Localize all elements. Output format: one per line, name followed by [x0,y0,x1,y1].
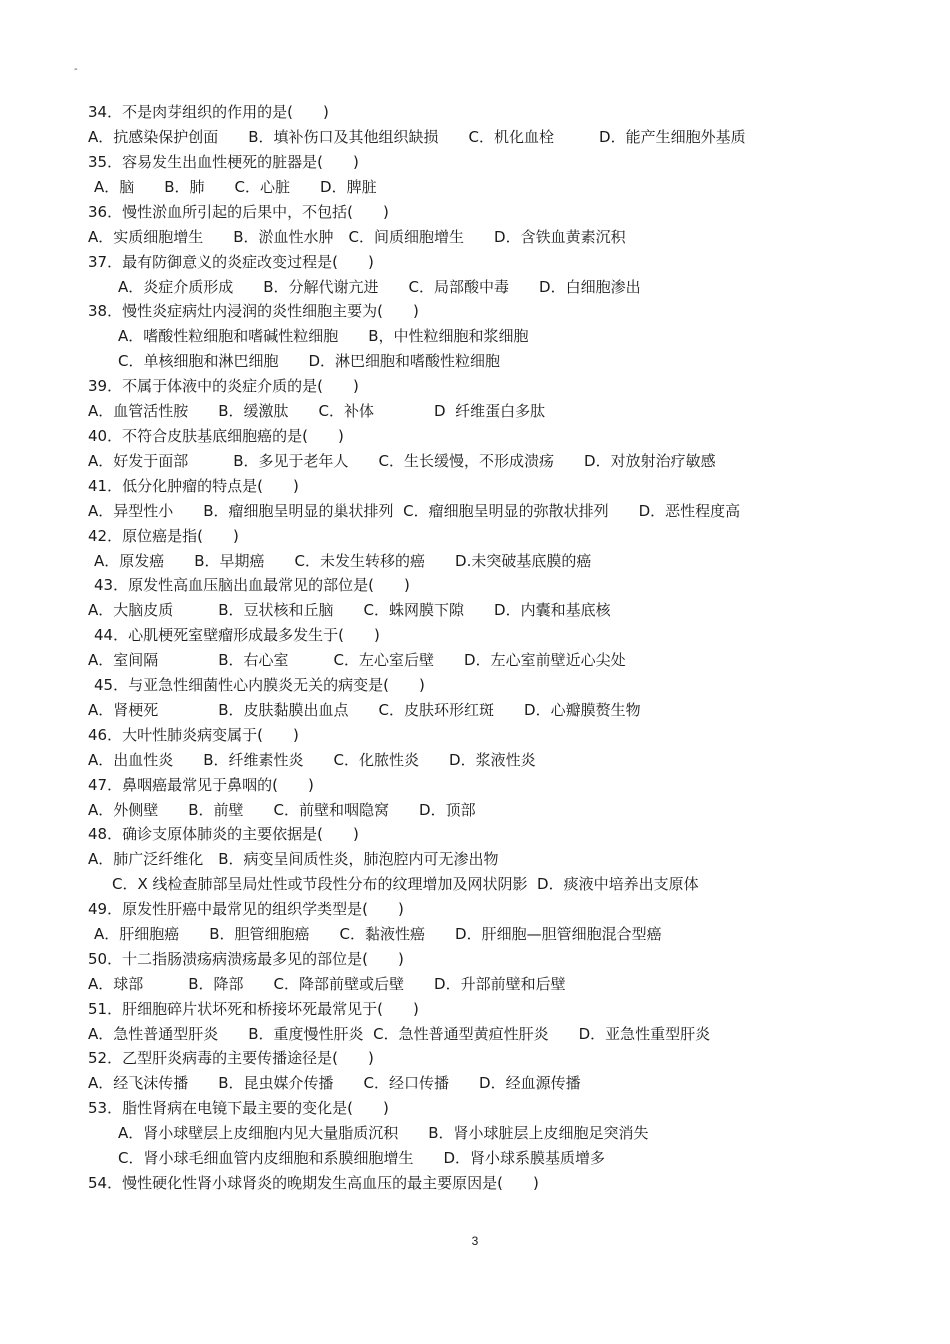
options-53-a: A．肾小球壁层上皮细胞内见大量脂质沉积 B．肾小球脏层上皮细胞足突消失 [118,1124,649,1142]
options-48-c: C．X 线检查肺部呈局灶性或节段性分布的纹理增加及网状阴影 D．痰液中培养出支原体 [112,875,699,893]
options-39: A．血管活性胺 B．缓激肽 C．补体 D 纤维蛋白多肽 [88,402,546,420]
options-43: A．大脑皮质 B．豆状核和丘脑 C．蛛网膜下隙 D．内囊和基底核 [88,601,611,619]
question-50: 50．十二指肠溃疡病溃疡最多见的部位是( ) [88,950,404,968]
options-47: A．外侧壁 B．前壁 C．前壁和咽隐窝 D．顶部 [88,801,476,819]
question-39: 39．不属于体液中的炎症介质的是( ) [88,377,359,395]
question-38: 38．慢性炎症病灶内浸润的炎性细胞主要为( ) [88,302,419,320]
options-40: A．好发于面部 B．多见于老年人 C．生长缓慢，不形成溃疡 D．对放射治疗敏感 [88,452,716,470]
page-number: 3 [471,1234,479,1248]
options-45: A．肾梗死 B．皮肤黏膜出血点 C．皮肤环形红斑 D．心瓣膜赘生物 [88,701,641,719]
question-36: 36．慢性淤血所引起的后果中，不包括( ) [88,203,389,221]
question-35: 35．容易发生出血性梗死的脏器是( ) [88,153,359,171]
options-38-c: C．单核细胞和淋巴细胞 D．淋巴细胞和嗜酸性粒细胞 [118,352,501,370]
question-44: 44．心肌梗死室壁瘤形成最多发生于( ) [94,626,380,644]
options-48-a: A．肺广泛纤维化 B．病变呈间质性炎，肺泡腔内可无渗出物 [88,850,499,868]
options-34: A．抗感染保护创面 B．填补伤口及其他组织缺损 C．机化血栓 D．能产生细胞外基质 [88,128,746,146]
question-46: 46．大叶性肺炎病变属于( ) [88,726,299,744]
options-52: A．经飞沫传播 B．昆虫媒介传播 C．经口传播 D．经血源传播 [88,1074,581,1092]
options-42: A．原发癌 B．早期癌 C．未发生转移的癌 D.未突破基底膜的癌 [94,552,592,570]
question-47: 47．鼻咽癌最常见于鼻咽的( ) [88,776,314,794]
options-46: A．出血性炎 B．纤维素性炎 C．化脓性炎 D．浆液性炎 [88,751,536,769]
question-49: 49．原发性肝癌中最常见的组织学类型是( ) [88,900,404,918]
options-41: A．异型性小 B．瘤细胞呈明显的巢状排列 C．瘤细胞呈明显的弥散状排列 D．恶性程度高 [88,502,741,520]
question-45: 45．与亚急性细菌性心内膜炎无关的病变是( ) [94,676,425,694]
options-38-a: A．嗜酸性粒细胞和嗜碱性粒细胞 B，中性粒细胞和浆细胞 [118,327,529,345]
question-51: 51．肝细胞碎片状坏死和桥接坏死最常见于( ) [88,1000,419,1018]
question-34: 34．不是肉芽组织的作用的是( ) [88,103,329,121]
header-mark: - [74,64,78,75]
options-53-c: C．肾小球毛细血管内皮细胞和系膜细胞增生 D．肾小球系膜基质增多 [118,1149,606,1167]
question-52: 52．乙型肝炎病毒的主要传播途径是( ) [88,1049,374,1067]
question-48: 48．确诊支原体肺炎的主要依据是( ) [88,825,359,843]
question-43: 43．原发性高血压脑出血最常见的部位是( ) [94,576,410,594]
question-54: 54．慢性硬化性肾小球肾炎的晚期发生高血压的最主要原因是( ) [88,1174,539,1192]
question-37: 37．最有防御意义的炎症改变过程是( ) [88,253,374,271]
question-53: 53．脂性肾病在电镜下最主要的变化是( ) [88,1099,389,1117]
question-42: 42．原位癌是指( ) [88,527,239,545]
options-51: A．急性普通型肝炎 B．重度慢性肝炎 C．急性普通型黄疸性肝炎 D．亚急性重型肝炎 [88,1025,711,1043]
question-41: 41．低分化肿瘤的特点是( ) [88,477,299,495]
options-36: A．实质细胞增生 B．淤血性水肿 C．间质细胞增生 D．含铁血黄素沉积 [88,228,626,246]
options-37: A．炎症介质形成 B．分解代谢亢进 C．局部酸中毒 D．白细胞渗出 [118,278,641,296]
options-35: A．脑 B．肺 C．心脏 D．脾脏 [94,178,377,196]
options-44: A．室间隔 B．右心室 C．左心室后壁 D．左心室前壁近心尖处 [88,651,626,669]
question-40: 40．不符合皮肤基底细胞癌的是( ) [88,427,344,445]
options-49: A．肝细胞癌 B．胆管细胞癌 C．黏液性癌 D．肝细胞—胆管细胞混合型癌 [94,925,662,943]
options-50: A．球部 B．降部 C．降部前壁或后壁 D．升部前壁和后壁 [88,975,566,993]
